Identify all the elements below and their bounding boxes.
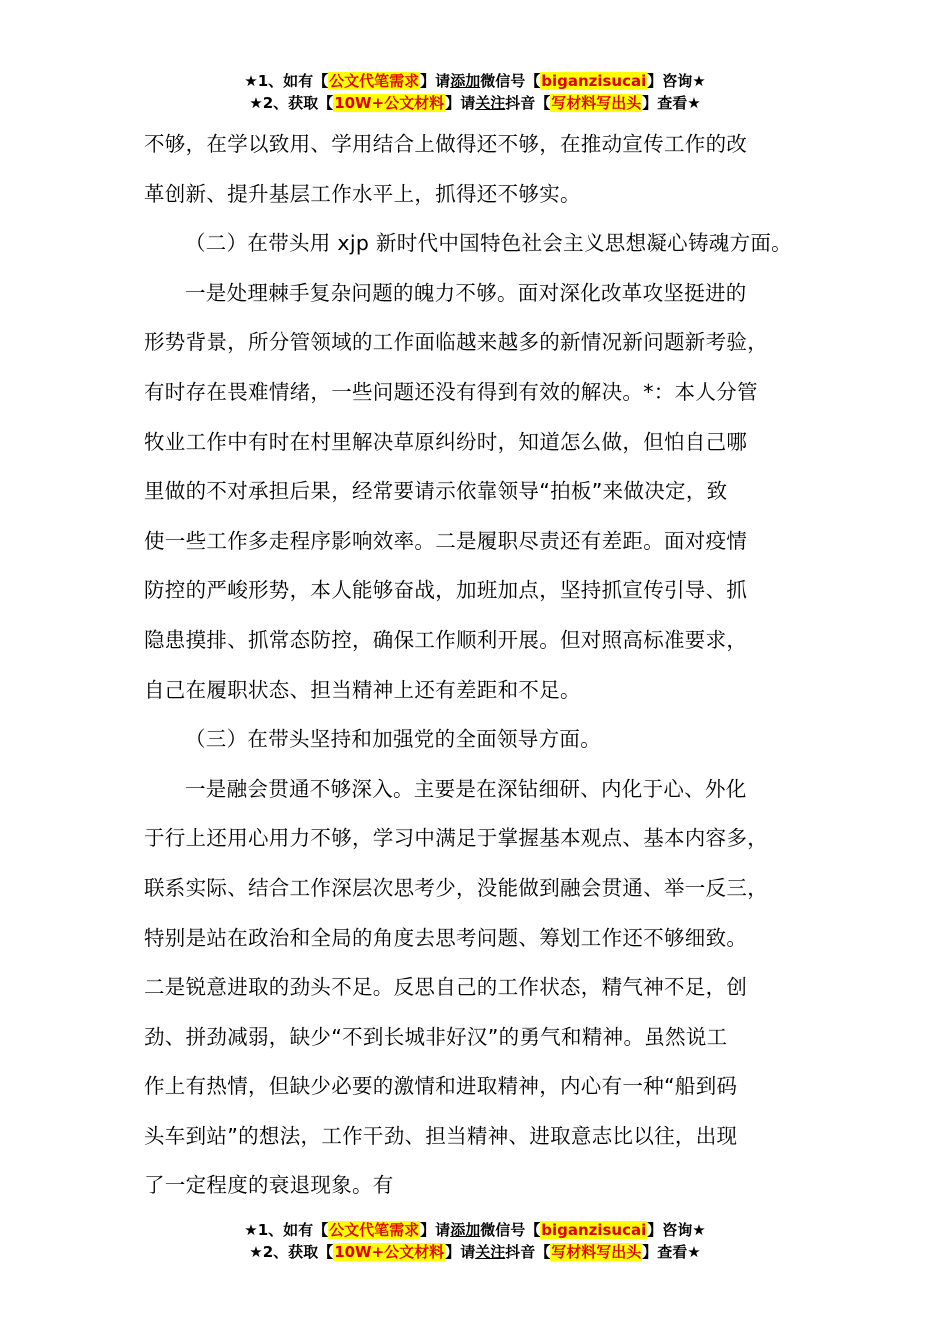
highlight-materials: 10W+公文材料 [334,94,445,112]
banner-emphasis: 添加 [450,1221,481,1239]
body-line: 里做的不对承担后果，经常要请示依靠领导“拍板”来做决定，致 [144,479,728,504]
highlight-douyin: 写材料写出头 [551,94,642,112]
banner-text: 】请 [420,1221,451,1239]
body-line: 自己在履职状态、担当精神上还有差距和不足。 [144,677,581,702]
highlight-materials: 10W+公文材料 [334,1243,445,1261]
banner-line-2 [0,92,950,114]
banner-line-2 [0,1241,950,1263]
banner-text: 】请 [420,72,451,90]
body-line: 一是融会贯通不够深入。主要是在深钻细研、内化于心、外化 [185,776,747,801]
highlight-service: 公文代笔需求 [329,1221,420,1239]
banner-text: ★1、如有【 [244,1221,329,1239]
body-line: 有时存在畏难情绪，一些问题还没有得到有效的解决。*：本人分管 [144,379,758,404]
banner-text: ★2、获取【 [249,1243,334,1261]
banner-emphasis: 添加 [450,72,481,90]
banner-text: 微信号【 [480,1221,541,1239]
body-line: 不够，在学以致用、学用结合上做得还不够，在推动宣传工作的改 [144,132,748,156]
banner-text: ★1、如有【 [244,72,329,90]
body-line: 牧业工作中有时在村里解决草原纠纷时，知道怎么做，但怕自己哪 [144,429,748,454]
document-body [144,120,834,1211]
banner-text: ★2、获取【 [249,94,334,112]
banner-emphasis: 关注 [475,1243,506,1261]
header-banner [0,70,950,114]
banner-text: 抖音【 [505,1243,551,1261]
banner-text: 】咨询★ [647,1221,706,1239]
banner-text: 抖音【 [505,94,551,112]
body-line: 一是处理棘手复杂问题的魄力不够。面对深化改革攻坚挺进的 [185,280,747,305]
banner-text: 】查看★ [642,94,701,112]
body-line: 防控的严峻形势，本人能够奋战，加班加点，坚持抓宣传引导、抓 [144,578,748,603]
body-line: 隐患摸排、抓常态防控，确保工作顺利开展。但对照高标准要求， [144,627,748,652]
body-line: 头车到站”的想法，工作干劲、担当精神、进取意志比以往，出现 [144,1123,738,1148]
highlight-wechat-id: biganzisucai [541,1221,647,1239]
banner-text: 】查看★ [642,1243,701,1261]
body-line: 特别是站在政治和全局的角度去思考问题、筹划工作还不够细致。 [144,925,748,950]
body-line: 革创新、提升基层工作水平上，抓得还不够实。 [144,181,581,206]
banner-line-1 [0,70,950,92]
banner-line-1 [0,1219,950,1241]
section-heading: （二）在带头用 xjp 新时代中国特色社会主义思想凝心铸魂方面。 [185,231,792,256]
banner-text: 】请 [445,1243,476,1261]
body-line: 于行上还用心用力不够，学习中满足于掌握基本观点、基本内容多， [144,826,768,851]
highlight-wechat-id: biganzisucai [541,72,647,90]
footer-banner [0,1219,950,1263]
section-heading: （三）在带头坚持和加强党的全面领导方面。 [185,727,601,752]
body-line: 二是锐意进取的劲头不足。反思自己的工作状态，精气神不足，创 [144,975,748,1000]
banner-text: 】请 [445,94,476,112]
banner-emphasis: 关注 [475,94,506,112]
body-line: 使一些工作多走程序影响效率。二是履职尽责还有差距。面对疫情 [144,528,748,553]
body-line: 作上有热情，但缺少必要的激情和进取精神，内心有一种“船到码 [144,1074,738,1099]
banner-text: 微信号【 [480,72,541,90]
body-line: 联系实际、结合工作深层次思考少，没能做到融会贯通、举一反三， [144,875,768,900]
body-line: 形势背景，所分管领域的工作面临越来越多的新情况新问题新考验， [144,330,768,355]
highlight-service: 公文代笔需求 [329,72,420,90]
banner-text: 】咨询★ [647,72,706,90]
body-line: 劲、拼劲减弱，缺少“不到长城非好汉”的勇气和精神。虽然说工 [144,1024,728,1049]
body-line: 了一定程度的衰退现象。有 [144,1173,394,1198]
highlight-douyin: 写材料写出头 [551,1243,642,1261]
